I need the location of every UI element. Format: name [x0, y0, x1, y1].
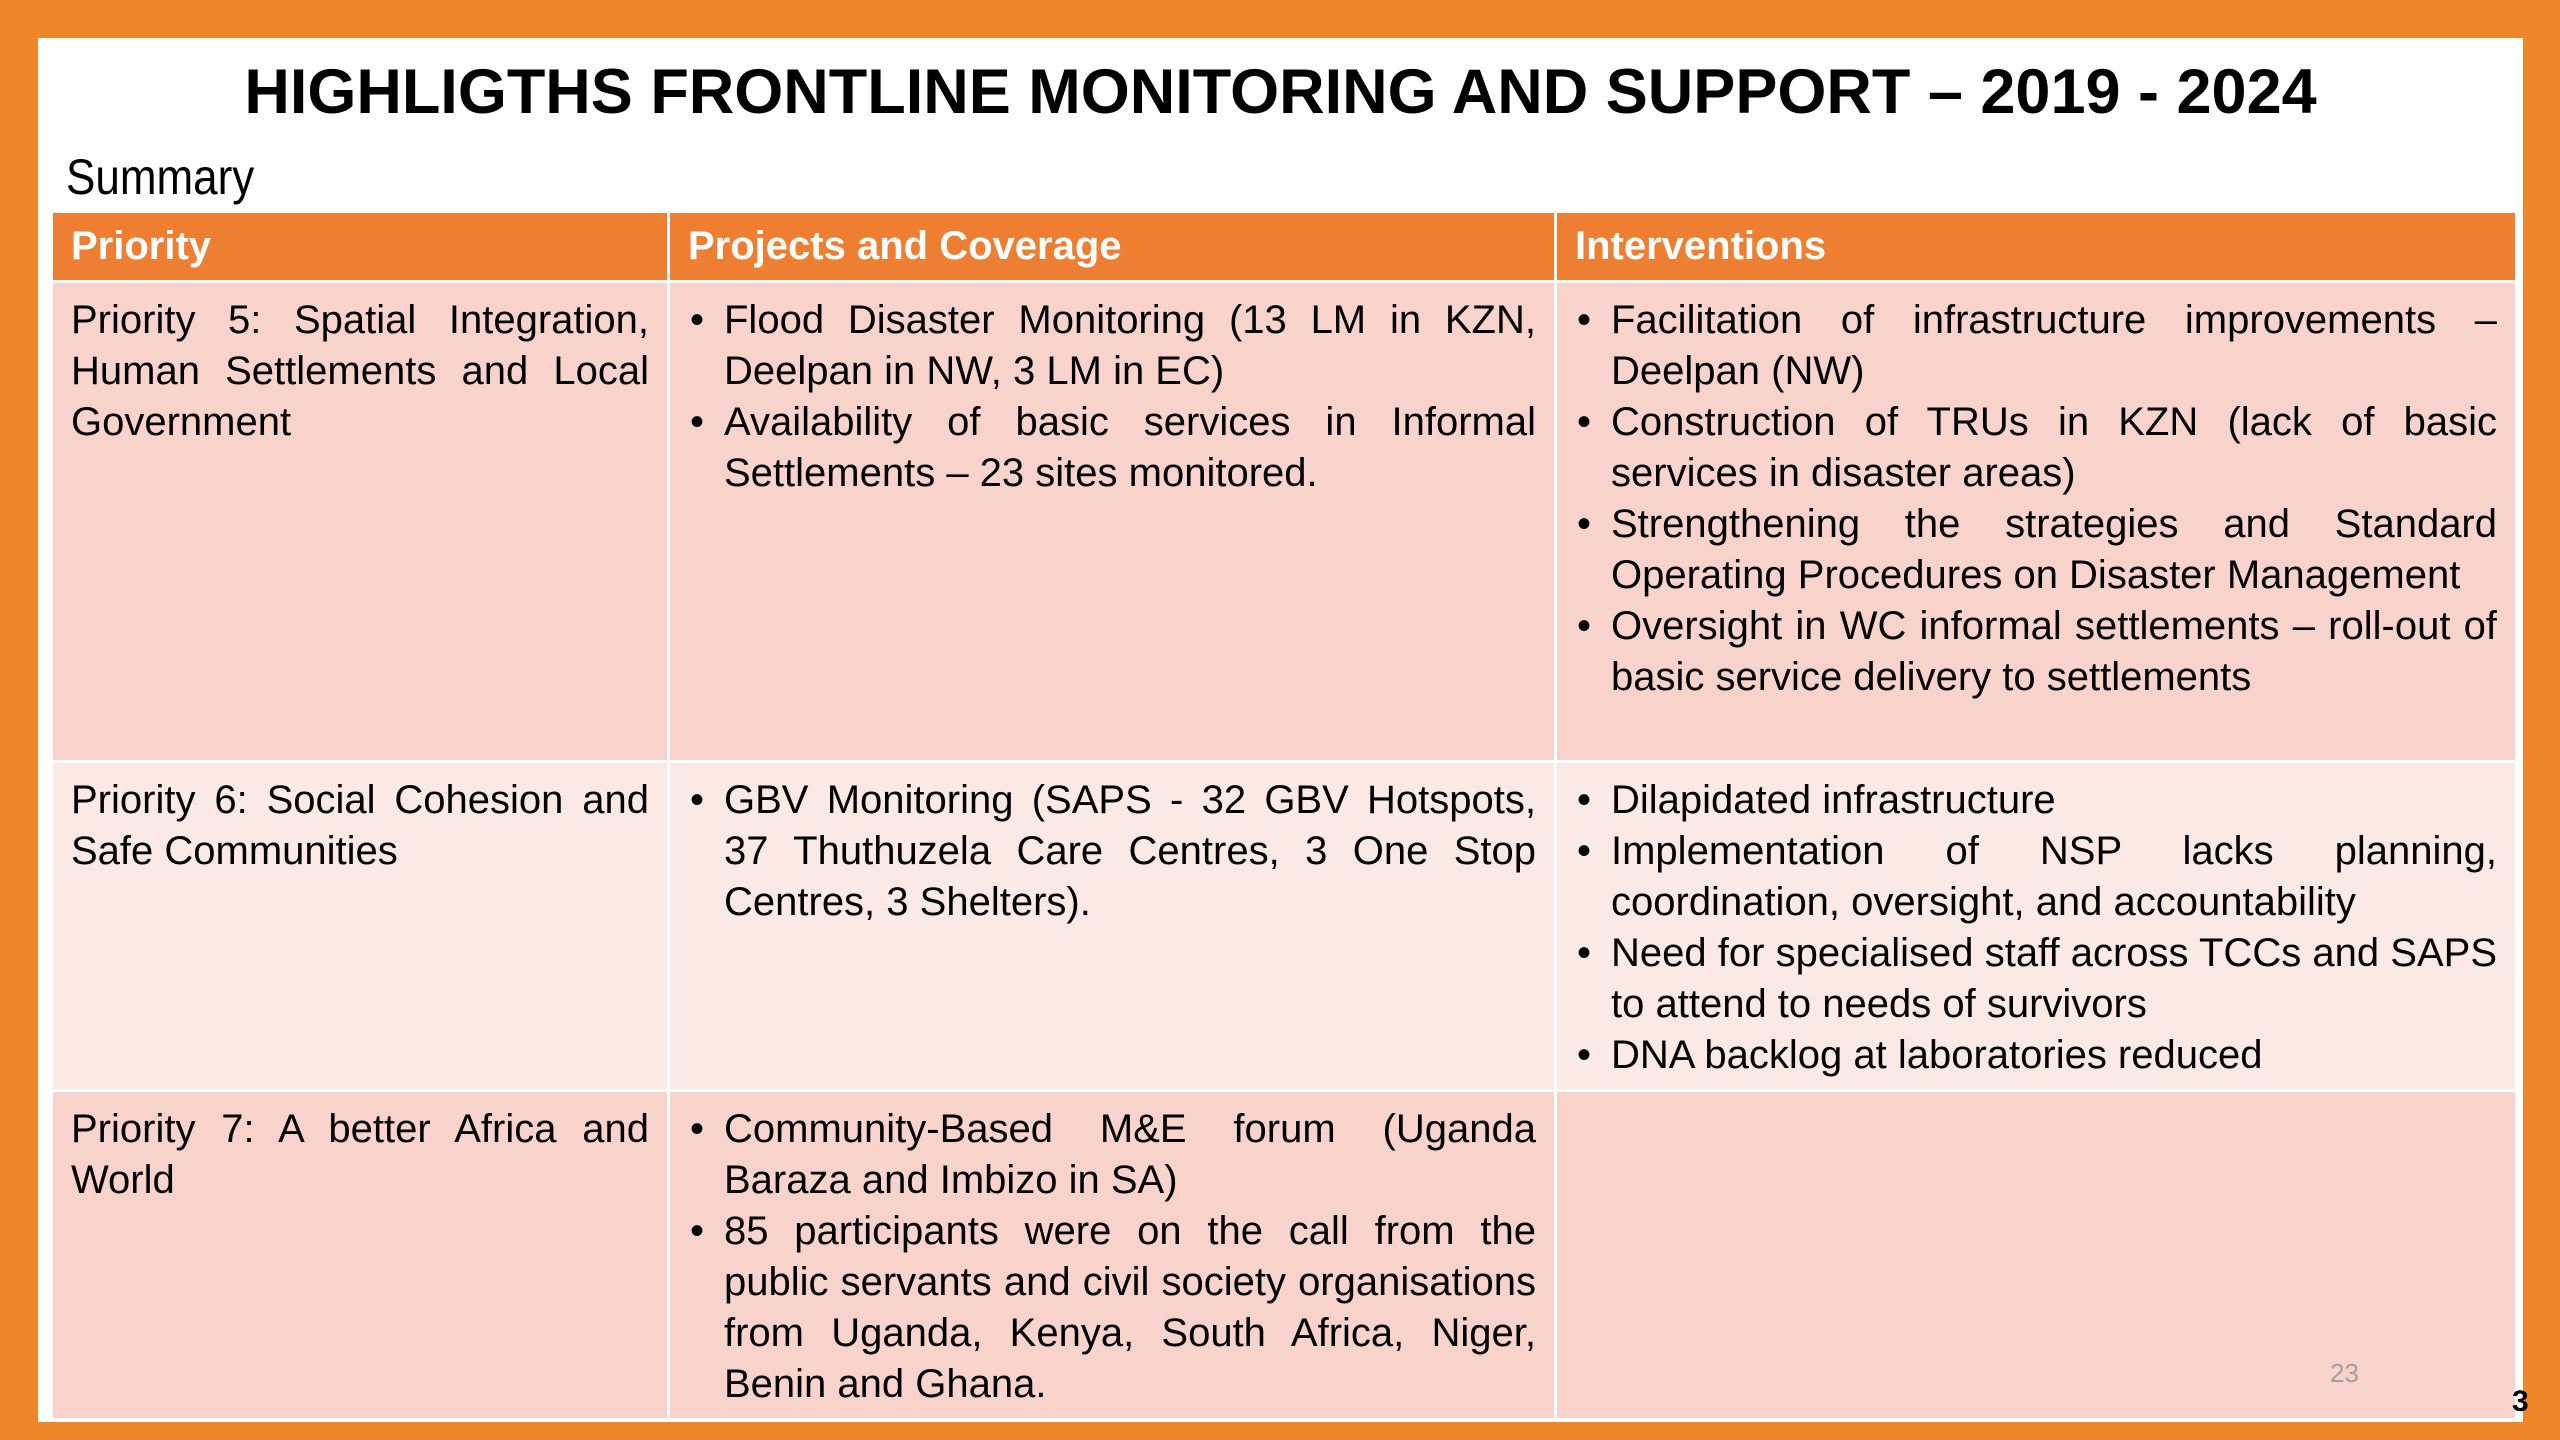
- table-row: [52, 761, 2517, 1090]
- priority-cell: Priority 7: A better Africa and World: [52, 1090, 669, 1419]
- list-item: • Flood Disaster Monitoring (13 LM in KZN, Deelpan in NW, 3 LM in EC): [688, 295, 1536, 397]
- page-title: HIGHLIGTHS FRONTLINE MONITORING AND SUPPORT – 2019 - 2024: [244, 57, 2317, 127]
- interventions-cell: [1556, 761, 2517, 1090]
- list-item: • 85 participants were on the call from the public servants and civil society organisations from Uganda, Kenya, South Africa, Niger, Benin and Ghana.: [688, 1206, 1536, 1410]
- projects-cell: [669, 281, 1556, 761]
- corner-number: 3: [2512, 1385, 2529, 1418]
- projects-cell: [669, 1090, 1556, 1419]
- table-row: [52, 281, 2517, 761]
- list-item: • Oversight in WC informal settlements – roll-out of basic service delivery to settlements: [1575, 601, 2497, 703]
- priority-cell: Priority 6: Social Cohesion and Safe Communities: [52, 761, 669, 1090]
- section-subtitle: Summary: [66, 149, 255, 205]
- list-item: • Strengthening the strategies and Standard Operating Procedures on Disaster Management: [1575, 499, 2497, 601]
- summary-table: [50, 213, 2518, 1421]
- list-item: • Community-Based M&E forum (Uganda Baraza and Imbizo in SA): [688, 1104, 1536, 1206]
- list-item: • Availability of basic services in Informal Settlements – 23 sites monitored.: [688, 397, 1536, 499]
- page-number: 23: [2330, 1358, 2359, 1388]
- priority-cell: Priority 5: Spatial Integration, Human Settlements and Local Government: [52, 281, 669, 761]
- list-item: • Facilitation of infrastructure improvements – Deelpan (NW): [1575, 295, 2497, 397]
- header-interventions: Interventions: [1556, 213, 2517, 281]
- list-item: • DNA backlog at laboratories reduced: [1575, 1030, 2497, 1081]
- interventions-cell: [1556, 281, 2517, 761]
- interventions-cell: [1556, 1090, 2517, 1419]
- list-item: • GBV Monitoring (SAPS - 32 GBV Hotspots, 37 Thuthuzela Care Centres, 3 One Stop Centres, 3 Shelters).: [688, 775, 1536, 928]
- list-item: • Construction of TRUs in KZN (lack of basic services in disaster areas): [1575, 397, 2497, 499]
- header-priority: Priority: [52, 213, 669, 281]
- header-projects-coverage: Projects and Coverage: [669, 213, 1556, 281]
- projects-cell: [669, 761, 1556, 1090]
- table-row: [52, 1090, 2517, 1419]
- list-item: • Need for specialised staff across TCCs and SAPS to attend to needs of survivors: [1575, 928, 2497, 1030]
- slide: [38, 38, 2523, 1422]
- table-header-row: [52, 213, 2517, 281]
- list-item: • Dilapidated infrastructure: [1575, 775, 2497, 826]
- list-item: • Implementation of NSP lacks planning, coordination, oversight, and accountability: [1575, 826, 2497, 928]
